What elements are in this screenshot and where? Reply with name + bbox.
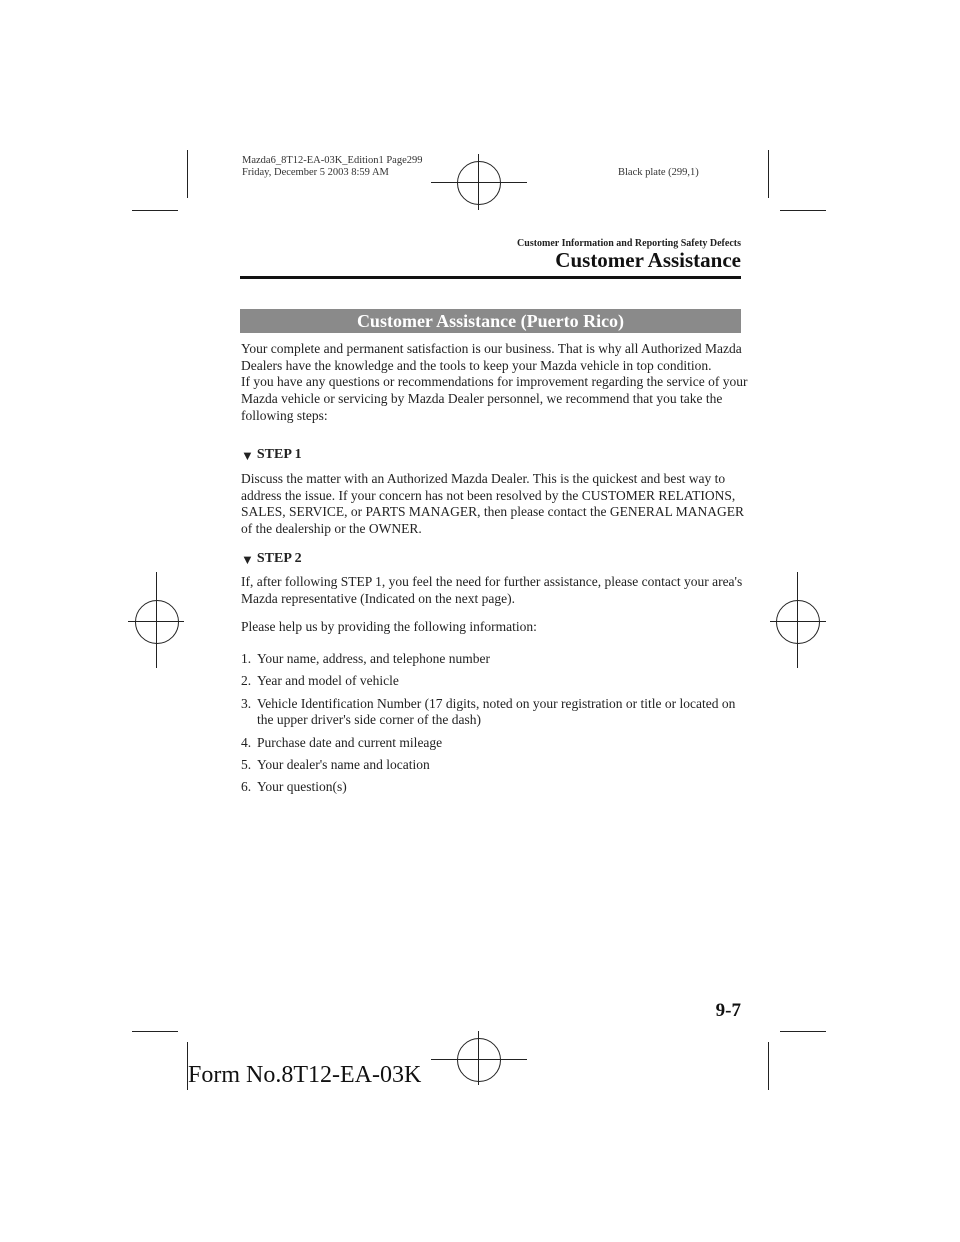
- list-item-text: Your name, address, and telephone number: [257, 651, 490, 666]
- list-item: [241, 696, 747, 729]
- intro-text: [241, 341, 751, 425]
- step-2-heading: [241, 551, 751, 568]
- topic-banner: Customer Assistance (Puerto Rico): [240, 309, 741, 333]
- triangle-marker-icon: ▼: [241, 551, 254, 567]
- list-item: [241, 735, 747, 752]
- section-title: Customer Assistance: [555, 248, 741, 272]
- info-list: [241, 651, 747, 801]
- list-item-number: 1.: [241, 651, 252, 666]
- step-2-title: STEP 2: [256, 551, 302, 566]
- step-1-title: STEP 1: [256, 447, 302, 462]
- intro-paragraph-2: If you have any questions or recommendations for improvement regarding the service of your Mazda vehicle or servicing by Mazda Dealer personnel, we recommend that you take the following steps:: [241, 374, 748, 423]
- list-item-number: 5.: [241, 756, 252, 772]
- crop-mark-bottom-right-h: [780, 1031, 826, 1032]
- list-item-text: Your question(s): [257, 779, 347, 795]
- help-text: Please help us by providing the following information:: [241, 619, 537, 634]
- list-item-number: 6.: [241, 779, 252, 795]
- printer-info-line-2: Friday, December 5 2003 8:59 AM: [242, 167, 389, 178]
- crop-mark-top-right-v: [768, 150, 769, 198]
- crop-mark-top-left-h: [132, 210, 178, 211]
- list-item-text: Your dealer's name and location: [257, 756, 430, 772]
- list-item-text: Vehicle Identification Number (17 digits, noted on your registration or title or located on the upper driver's side corner of the dash): [257, 695, 736, 728]
- crop-mark-bottom-right-v: [768, 1042, 769, 1090]
- section-kicker: Customer Information and Reporting Safety Defects: [517, 238, 741, 249]
- intro-paragraph-1: Your complete and permanent satisfaction is our business. That is why all Authorized Mazda Dealers have the knowledge and the tools to keep your Mazda vehicle in top condition.: [241, 341, 742, 373]
- crop-mark-top-right-h: [780, 210, 826, 211]
- list-item-number: 2.: [241, 673, 252, 689]
- triangle-marker-icon: ▼: [241, 447, 254, 463]
- step-1-heading: [241, 447, 751, 464]
- step-2-body: If, after following STEP 1, you feel the need for further assistance, please contact your area's Mazda representative (Indicated on the next page).: [241, 574, 743, 606]
- list-item: [241, 757, 747, 774]
- step-1-body: Discuss the matter with an Authorized Mazda Dealer. This is the quickest and best way to address the issue. If your concern has not been resolved by the CUSTOMER RELATIONS, SALES, SERVICE, or PARTS MANAGER, then please contact the GENERAL MANAGER of the dealership or the OWNER.: [241, 471, 744, 537]
- page-number: 9-7: [715, 1000, 741, 1021]
- crop-mark-bottom-left-h: [132, 1031, 178, 1032]
- list-item: [241, 673, 747, 690]
- list-item-text: Year and model of vehicle: [257, 673, 399, 689]
- form-number: Form No.8T12-EA-03K: [188, 1062, 422, 1088]
- list-item-number: 4.: [241, 734, 252, 750]
- list-item-text: Purchase date and current mileage: [257, 734, 443, 750]
- list-item-number: 3.: [241, 695, 252, 711]
- crop-mark-top-left-v: [187, 150, 188, 198]
- printer-info: [242, 155, 423, 179]
- header-rule: [240, 276, 741, 279]
- printer-info-line-1: Mazda6_8T12-EA-03K_Edition1 Page299: [242, 155, 423, 166]
- list-item: [241, 779, 747, 796]
- list-item: [241, 651, 747, 668]
- plate-label: Black plate (299,1): [618, 167, 699, 178]
